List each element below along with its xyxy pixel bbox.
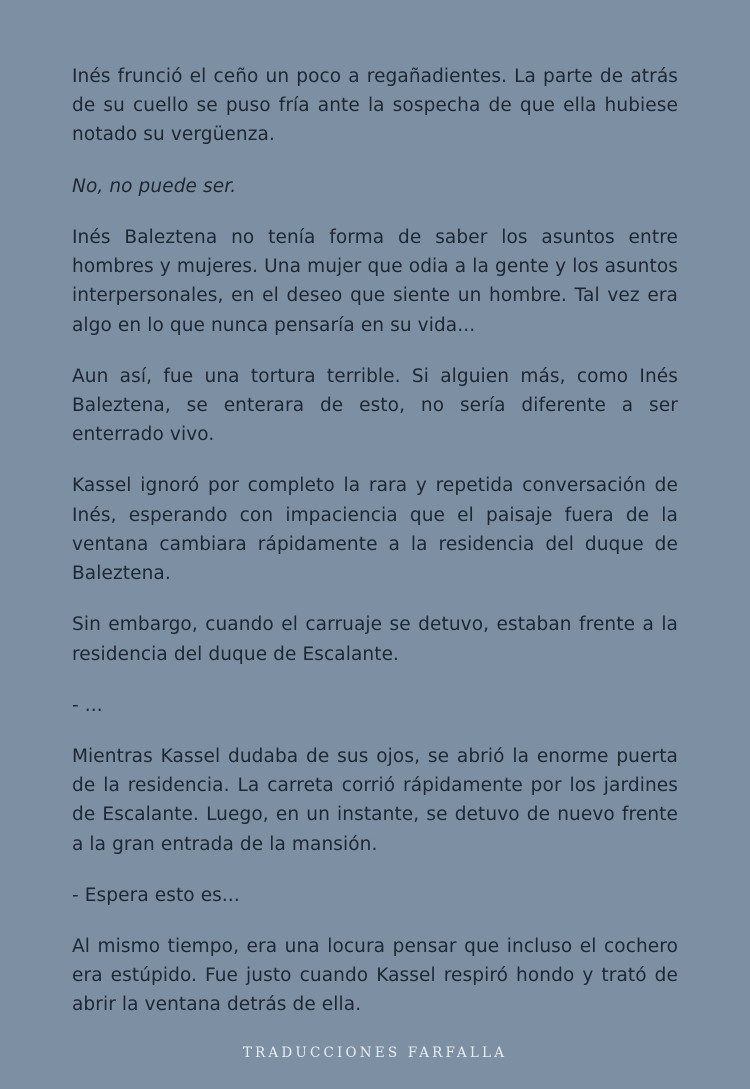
- translation-credit: TRADUCCIONES FARFALLA: [242, 1044, 508, 1061]
- paragraph: Inés Baleztena no tenía forma de saber los asuntos entre hombres y mujeres. Una mujer que odia a la gente y los asuntos interpersonales, en el deseo que siente un hombre. Tal vez era algo en lo que nunca pensaría en su vida...: [72, 226, 678, 336]
- paragraph: Mientras Kassel dudaba de sus ojos, se abrió la enorme puerta de la residencia. La carreta corrió rápidamente por los jardines de Escalante. Luego, en un instante, se detuvo de nuevo frente a la gran entrada de la mansión.: [72, 745, 678, 855]
- paragraph-dialogue: - ...: [72, 694, 103, 716]
- paragraph: Sin embargo, cuando el carruaje se detuvo, estaban frente a la residencia del duque de Escalante.: [72, 614, 678, 665]
- paragraph: Aun así, fue una tortura terrible. Si alguien más, como Inés Baleztena, se enterara de esto, no sería diferente a ser enterrado vivo.: [72, 365, 678, 446]
- paragraph: Inés frunció el ceño un poco a regañadientes. La parte de atrás de su cuello se puso fría ante la sospecha de que ella hubiese notado su vergüenza.: [72, 66, 678, 146]
- paragraph-dialogue: - Espera esto es...: [72, 884, 240, 906]
- footer: [72, 1020, 678, 1089]
- paragraph-italic: No, no puede ser.: [72, 175, 237, 197]
- paragraph: Al mismo tiempo, era una locura pensar que incluso el cochero era estúpido. Fue justo cuando Kassel respiró hondo y trató de abrir la ventana detrás de ella.: [72, 936, 678, 1016]
- paragraph: Kassel ignoró por completo la rara y repetida conversación de Inés, esperando con impaciencia que el paisaje fuera de la ventana cambiara rápidamente a la residencia del duque de Baleztena.: [72, 475, 678, 585]
- document-body: [72, 62, 678, 1020]
